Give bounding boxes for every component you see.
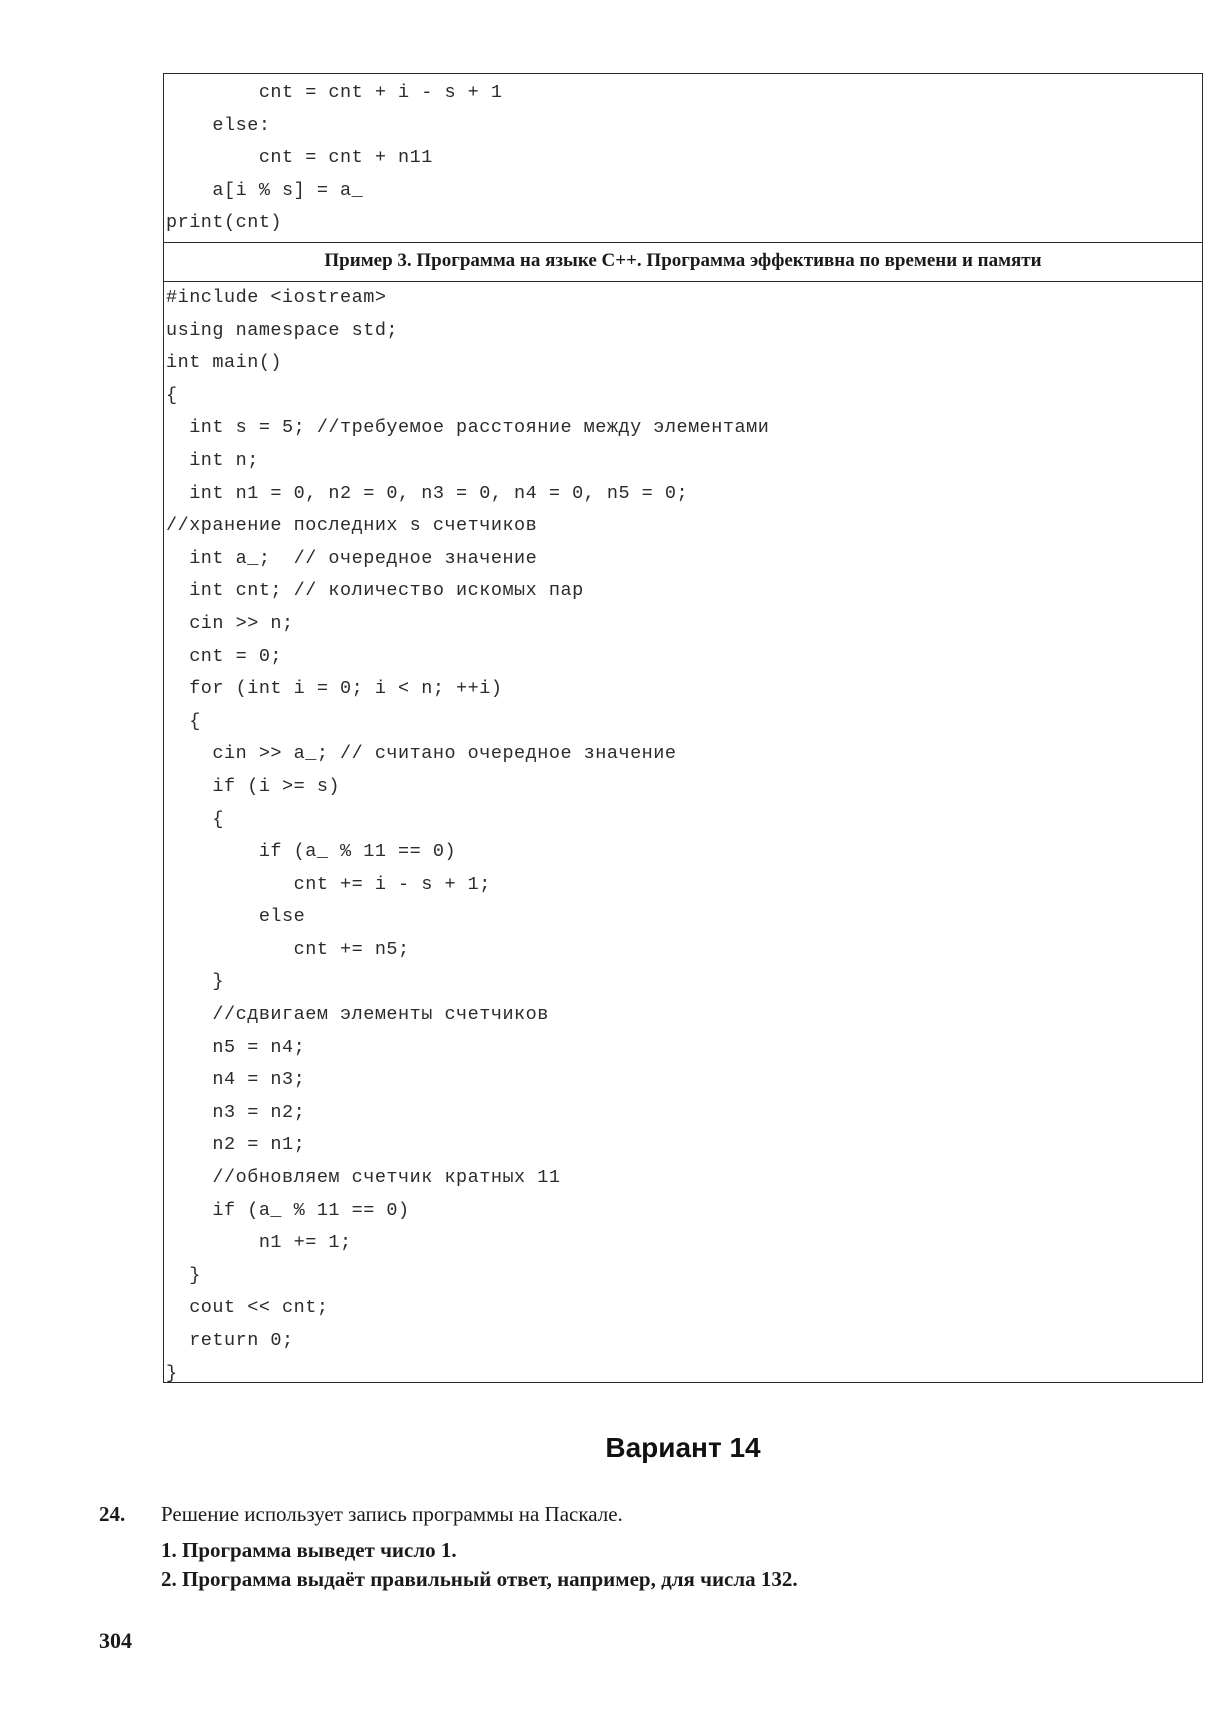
code-line: { [166,384,178,406]
code-line: for (int i = 0; i < n; ++i) [166,678,503,700]
code-line: cnt = cnt + i - s + 1 [166,82,503,103]
code-line: cnt += i - s + 1; [166,873,491,895]
code-line: int n; [166,449,259,471]
code-line: int cnt; // количество искомых пар [166,580,584,602]
code-line: int main() [166,352,283,374]
divider-top [164,242,1202,243]
code-line: cnt += n5; [166,938,410,960]
code-line: //хранение последних s счетчиков [166,515,538,537]
code-line: print(cnt) [166,212,283,234]
code-line: return 0; [166,1330,294,1351]
code-line: n5 = n4; [166,1036,306,1058]
task-intro: Решение использует запись программы на Паскале. [161,1502,623,1526]
code-line: } [166,1264,201,1286]
code-line: { [166,710,201,732]
code-line: n3 = n2; [166,1101,306,1123]
code-line: } [166,971,225,993]
code-line: cnt = 0; [166,645,283,667]
code-line: a[i % s] = a_ [166,179,364,201]
code-line: if (a_ % 11 == 0) [166,1199,410,1221]
task-item: 1. Программа выведет число 1. [161,1538,457,1562]
code-line: else [166,906,306,928]
code-line: n4 = n3; [166,1069,306,1091]
code-line: if (i >= s) [166,775,341,797]
code-line: n1 += 1; [166,1232,352,1254]
top-code-block [166,77,502,240]
variant-title: Вариант 14 [605,1432,761,1463]
code-line: else: [166,114,271,136]
code-line: //сдвигаем элементы счетчиков [166,1004,549,1026]
page-number: 304 [99,1628,132,1653]
code-line: #include <iostream> [166,287,387,308]
task-item: 2. Программа выдаёт правильный ответ, например, для числа 132. [161,1567,798,1591]
code-line: using namespace std; [166,319,399,341]
code-line: } [166,1362,178,1384]
code-line: //обновляем счетчик кратных 11 [166,1167,561,1189]
code-box [163,73,1203,1383]
main-code-block [166,282,769,1390]
code-line: int a_; // очередное значение [166,547,538,569]
task-number: 24. [99,1502,126,1526]
code-line: int n1 = 0, n2 = 0, n3 = 0, n4 = 0, n5 = 0; [166,482,689,504]
code-line: { [166,808,225,830]
code-line: n2 = n1; [166,1134,306,1156]
code-line: cin >> a_; // считано очередное значение [166,743,677,765]
code-line: cout << cnt; [166,1297,329,1319]
code-line: cin >> n; [166,612,294,634]
example-heading: Пример 3. Программа на языке C++. Программа эффективна по времени и памяти [324,250,1042,271]
code-line: int s = 5; //требуемое расстояние между элементами [166,417,770,439]
code-line: cnt = cnt + n11 [166,147,433,169]
code-line: if (a_ % 11 == 0) [166,841,457,863]
